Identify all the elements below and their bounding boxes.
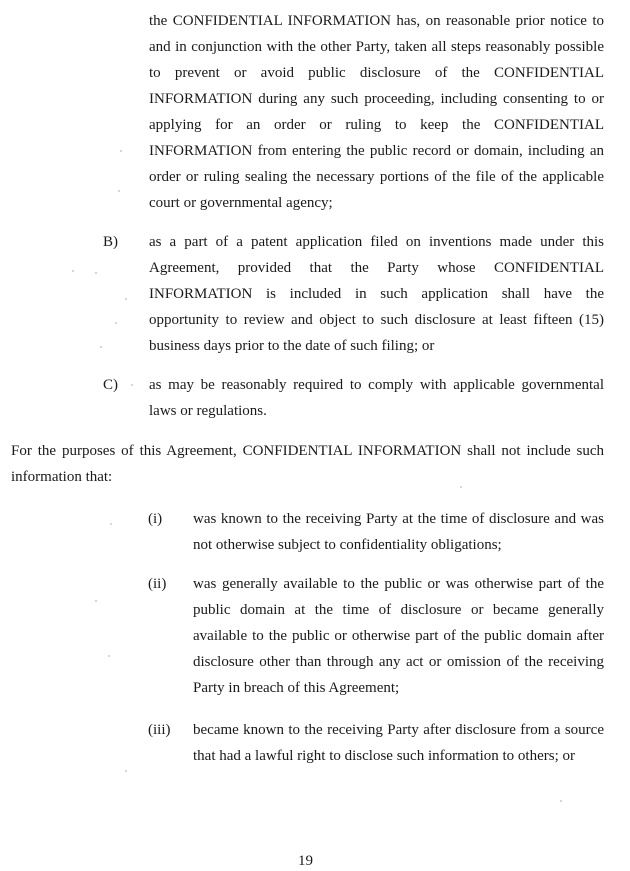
paragraph-line: to prevent or avoid public disclosure of the CONFIDENTIAL: [149, 65, 604, 81]
scan-speck: [108, 655, 110, 657]
item-b-label: B): [103, 234, 118, 250]
exclusion-i-label: (i): [148, 511, 163, 527]
paragraph-line: INFORMATION during any such proceeding, including consenting to or: [149, 91, 604, 107]
item-c-text: [149, 372, 604, 424]
paragraph-line: was known to the receiving Party at the time of disclosure and was: [193, 511, 604, 527]
scan-speck: [100, 346, 102, 348]
scan-speck: [110, 523, 112, 525]
purposes-paragraph: [11, 438, 604, 490]
paragraph-line: INFORMATION from entering the public record or domain, including an: [149, 143, 604, 159]
paragraph-line: was generally available to the public or was otherwise part of the: [193, 576, 604, 592]
scan-speck: [95, 600, 97, 602]
paragraph-line: INFORMATION is included in such application shall have the: [149, 286, 604, 302]
exclusion-ii-label: (ii): [148, 576, 167, 592]
scan-speck: [460, 486, 462, 488]
paragraph-line: and in conjunction with the other Party, taken all steps reasonably possible: [149, 39, 604, 55]
paragraph-line: public domain at the time of disclosure or became generally: [193, 602, 604, 618]
scan-speck: [125, 298, 127, 300]
continuation-paragraph: [149, 8, 604, 216]
paragraph-line: Agreement, provided that the Party whose CONFIDENTIAL: [149, 260, 604, 276]
scan-speck: [125, 770, 127, 772]
paragraph-line: as may be reasonably required to comply with applicable governmental: [149, 377, 604, 393]
item-b-text: [149, 229, 604, 359]
scan-speck: [115, 322, 117, 324]
paragraph-line: became known to the receiving Party after disclosure from a source: [193, 722, 604, 738]
exclusion-ii-text: [193, 571, 604, 701]
paragraph-line: applying for an order or ruling to keep the CONFIDENTIAL: [149, 117, 604, 133]
paragraph-line: opportunity to review and object to such disclosure at least fifteen (15): [149, 312, 604, 328]
paragraph-line: not otherwise subject to confidentiality obligations;: [193, 537, 502, 553]
scan-speck: [118, 190, 120, 192]
item-c-label: C): [103, 377, 118, 393]
paragraph-line: information that:: [11, 469, 113, 485]
exclusion-iii-label: (iii): [148, 722, 171, 738]
paragraph-line: order or ruling sealing the necessary portions of the file of the applicable: [149, 169, 604, 185]
scan-speck: [120, 150, 122, 152]
paragraph-line: as a part of a patent application filed on inventions made under this: [149, 234, 604, 250]
scan-speck: [72, 270, 74, 272]
page-number: 19: [298, 853, 313, 869]
scan-speck: [95, 272, 97, 274]
paragraph-line: Party in breach of this Agreement;: [193, 680, 400, 696]
paragraph-line: For the purposes of this Agreement, CONFIDENTIAL INFORMATION shall not include such: [11, 443, 604, 459]
paragraph-line: that had a lawful right to disclose such information to others; or: [193, 748, 576, 764]
paragraph-line: disclosure other than through any act or omission of the receiving: [193, 654, 604, 670]
exclusion-i-text: [193, 506, 604, 558]
scan-speck: [131, 384, 133, 386]
paragraph-line: the CONFIDENTIAL INFORMATION has, on reasonable prior notice to: [149, 13, 604, 29]
paragraph-line: laws or regulations.: [149, 403, 267, 419]
exclusion-iii-text: [193, 717, 604, 769]
scan-speck: [560, 800, 562, 802]
paragraph-line: available to the public or otherwise part of the public domain after: [193, 628, 604, 644]
paragraph-line: business days prior to the date of such filing; or: [149, 338, 435, 354]
paragraph-line: court or governmental agency;: [149, 195, 333, 211]
